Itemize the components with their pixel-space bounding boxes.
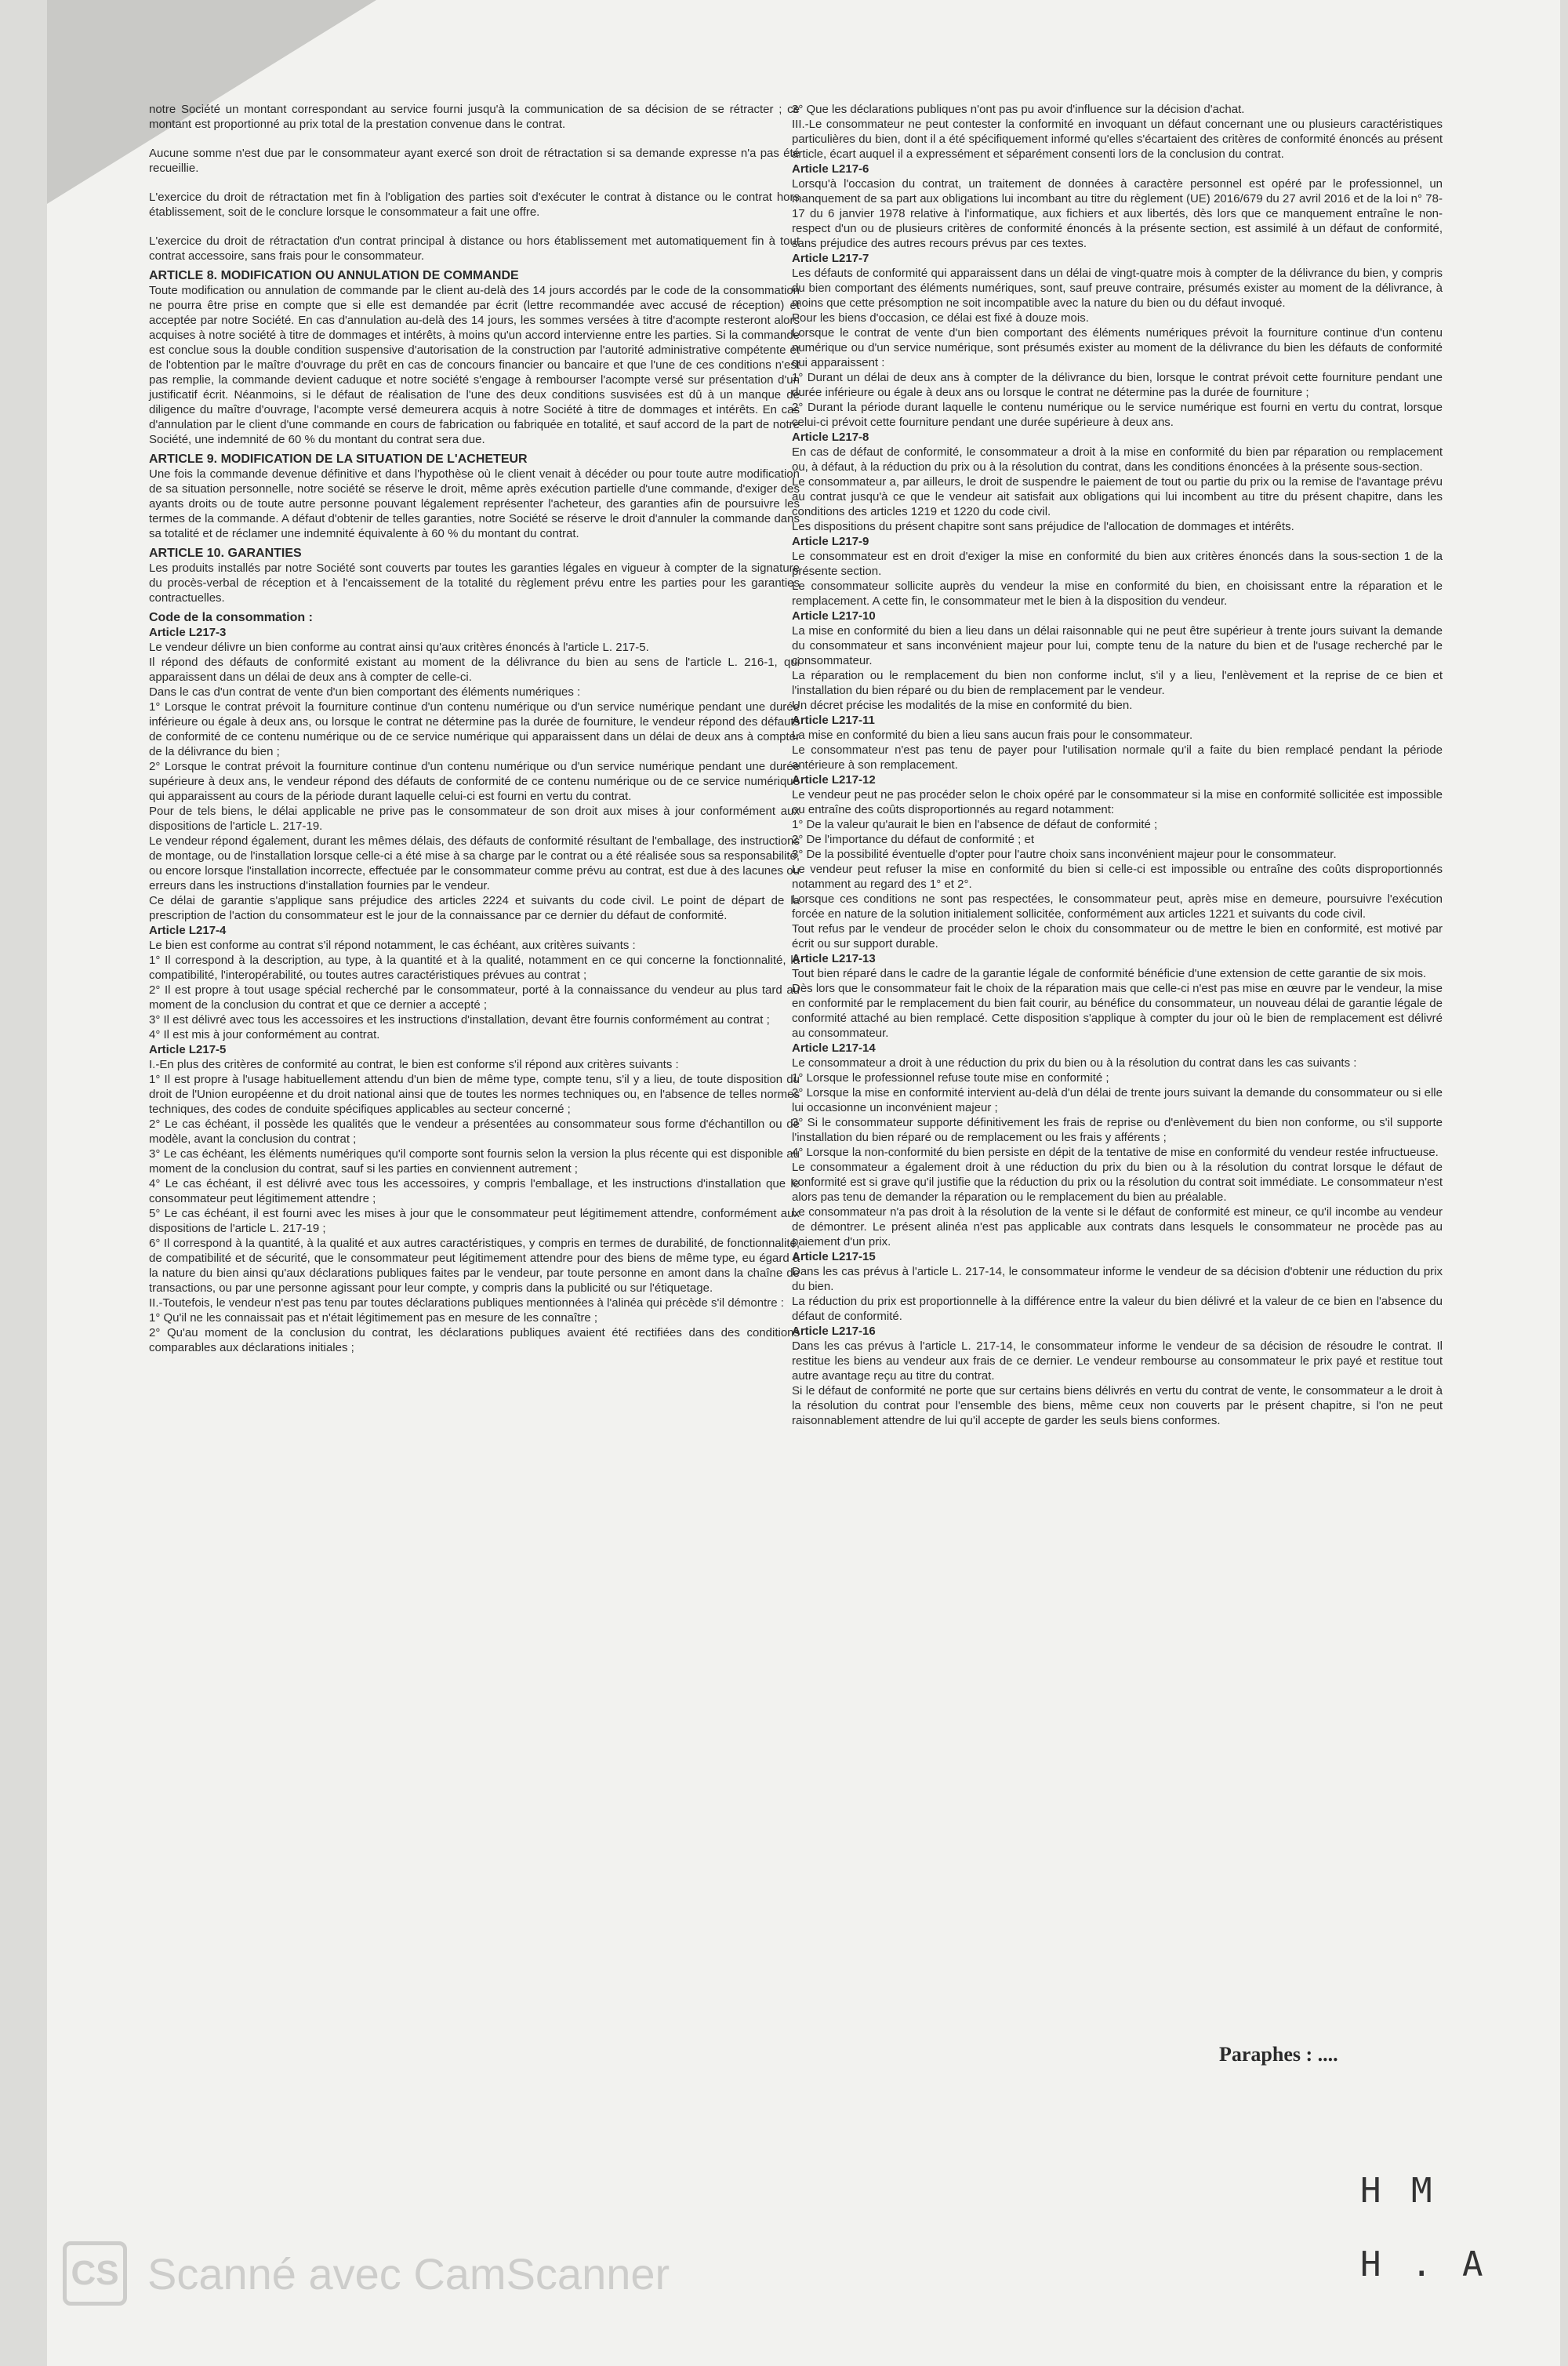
article-l217-3-line: Dans le cas d'un contrat de vente d'un bien comportant des éléments numériques : bbox=[149, 685, 581, 699]
article-l217-4-line: 1° Il correspond à la description, au type, à la quantité et à la qualité, notamment en ce qui concerne la fonctionnalité, la compatibilité, l'interopérabilité, ou toutes autres caractéristiques prévues au contrat ; bbox=[149, 954, 800, 982]
article-l217-3-line: Ce délai de garantie s'applique sans préjudice des articles 2224 et suivants du code civil. Le point de départ de la prescription de l'action du consommateur est le jour de la connaissance par ce dernier du défaut de conformité. bbox=[149, 894, 800, 922]
article-l217-3-line: 2° Lorsque le contrat prévoit la fourniture continue d'un contenu numérique ou d'un service numérique pendant une durée supérieure à deux ans, le vendeur répond des défauts de conformité de ce contenu numérique ou de ce service numérique qui apparaissent au cours de la période durant laquelle celui-ci est fourni en vertu du contrat. bbox=[149, 760, 800, 803]
article-l217-10-line: La réparation ou le remplacement du bien non conforme inclut, s'il y a lieu, l'enlèvement et la reprise de ce bien et l'installation du bien réparé ou du bien de remplacement par le vendeur. bbox=[792, 669, 1443, 697]
article-l217-12-line: Tout refus par le vendeur de procéder selon le choix du consommateur ou de mettre le bien en conformité, est motivé par écrit ou sur support durable. bbox=[792, 922, 1443, 950]
article-l217-14-line: 4° Lorsque la non-conformité du bien persiste en dépit de la tentative de mise en conformité du vendeur restée infructueuse. bbox=[792, 1146, 1439, 1159]
article-l217-12-line: 3° De la possibilité éventuelle d'opter pour l'autre choix sans inconvénient majeur pour le consommateur. bbox=[792, 848, 1337, 861]
article-l217-11-title: Article L217-11 bbox=[792, 714, 875, 727]
article-l217-14-line: 2° Lorsque la mise en conformité intervient au-delà d'un délai de trente jours suivant la demande du consommateur ou si elle lui occasionne un inconvénient majeur ; bbox=[792, 1086, 1443, 1114]
article-l217-6-title: Article L217-6 bbox=[792, 162, 869, 176]
article-8-text: Toute modification ou annulation de commande par le client au-delà des 14 jours accordés par le code de la consommation ne pourra être prise en compte que si elle est demandée par écrit (lettre recommandée avec accusé de réception) et acceptée par notre Société. En cas d'annulation au-delà des 14 jours, les sommes versées à titre d'acompte resteront alors acquises à notre société à titre de dommages et intérêts, à moins qu'un accord intervienne entre les parties. Si la commande est conclue sous la double condition suspensive d'autorisation de la construction par l'autorité administrative compétente et de l'obtention par le maître d'ouvrage du prêt en cas de concours financier ou bancaire et que l'une de ces conditions n'est pas remplie, la commande devient caduque et notre société s'engage à rembourser l'acompte versé sur présentation d'un justificatif écrit. Néanmoins, si le défaut de réalisation de l'une des deux conditions susvisées est dû à un manque de diligence du maître d'ouvrage, l'acompte versé demeurera acquis à notre Société à titre de dommages et intérêts. En cas d'annulation par le client d'une commande en cours de fabrication ou fabriquée en totalité, et sauf accord de la part de notre Société, une indemnité de 60 % du montant du contrat sera due. bbox=[149, 284, 800, 446]
article-l217-4-title: Article L217-4 bbox=[149, 924, 227, 937]
paraphes-label: Paraphes : .... bbox=[1219, 2043, 1338, 2066]
article-l217-12-title: Article L217-12 bbox=[792, 773, 876, 787]
article-l217-7-line: 2° Durant la période durant laquelle le contenu numérique ou le service numérique est fourni en vertu du contrat, lorsque celui-ci prévoit cette fourniture pendant une durée supérieure à deux ans. bbox=[792, 401, 1443, 429]
article-l217-14-title: Article L217-14 bbox=[792, 1041, 876, 1055]
article-l217-7-line: Les défauts de conformité qui apparaissent dans un délai de vingt-quatre mois à compter de la délivrance du bien, y compris du bien comportant des éléments numériques, sont, sauf preuve contraire, présumés exister au moment de la délivrance, à moins que cette présomption ne soit incompatible avec la nature du bien ou du défaut invoqué. bbox=[792, 267, 1443, 310]
article-l217-11-line: La mise en conformité du bien a lieu sans aucun frais pour le consommateur. bbox=[792, 729, 1193, 742]
right-column bbox=[792, 102, 1443, 1428]
article-l217-5-line: II.-Toutefois, le vendeur n'est pas tenu par toutes déclarations publiques mentionnées à l'alinéa qui précède s'il démontre : bbox=[149, 1296, 784, 1310]
article-l217-7-line: Pour les biens d'occasion, ce délai est fixé à douze mois. bbox=[792, 311, 1089, 325]
article-l217-14-line: Le consommateur a également droit à une réduction du prix du bien ou à la résolution du contrat lorsque le défaut de conformité est si grave qu'il justifie que la réduction du prix ou la résolution du contrat soit immédiate. Le consommateur n'est alors pas tenu de demander la réparation ou le remplacement du bien au préalable. bbox=[792, 1161, 1443, 1204]
article-l217-14-line: 1° Lorsque le professionnel refuse toute mise en conformité ; bbox=[792, 1071, 1109, 1085]
camscanner-watermark bbox=[63, 2241, 670, 2306]
article-l217-12-line: 1° De la valeur qu'aurait le bien en l'absence de défaut de conformité ; bbox=[792, 818, 1158, 831]
article-l217-4-line: 3° Il est délivré avec tous les accessoires et les instructions d'installation, devant être fournis conformément au contrat ; bbox=[149, 1013, 770, 1027]
article-l217-7-title: Article L217-7 bbox=[792, 252, 869, 265]
article-l217-4-line: 2° Il est propre à tout usage spécial recherché par le consommateur, porté à la connaissance du vendeur au plus tard au moment de la conclusion du contrat et que ce dernier a accepté ; bbox=[149, 983, 800, 1012]
article-l217-13-line: Dès lors que le consommateur fait le choix de la réparation mais que celle-ci n'est pas mise en œuvre par le vendeur, la mise en conformité par le remplacement du bien fait courir, au bénéfice du consommateur, un nouveau délai de garantie légale de conformité attaché au bien remplacé. Cette disposition s'applique à compter du jour où le bien de remplacement est délivré au consommateur. bbox=[792, 982, 1443, 1040]
article-l217-11-line: Le consommateur n'est pas tenu de payer pour l'utilisation normale qu'il a faite du bien remplacé pendant la période antérieure à son remplacement. bbox=[792, 743, 1443, 772]
article-8-title: ARTICLE 8. MODIFICATION OU ANNULATION DE COMMANDE bbox=[149, 269, 519, 282]
article-l217-5-line: I.-En plus des critères de conformité au contrat, le bien est conforme s'il répond aux critères suivants : bbox=[149, 1058, 679, 1071]
article-10-title: ARTICLE 10. GARANTIES bbox=[149, 547, 302, 560]
article-10-text: Les produits installés par notre Société sont couverts par toutes les garanties légales en vigueur à compter de la signature du procès-verbal de réception et à l'encaissement de la totalité du règlement prévu entre les parties pour les garanties contractuelles. bbox=[149, 562, 800, 605]
article-l217-16-title: Article L217-16 bbox=[792, 1325, 876, 1338]
article-l217-13-title: Article L217-13 bbox=[792, 952, 876, 965]
intro-paragraph-2: Aucune somme n'est due par le consommateur ayant exercé son droit de rétractation si sa demande expresse n'a pas été recueillie. bbox=[149, 147, 800, 175]
article-9-text: Une fois la commande devenue définitive et dans l'hypothèse où le client venait à décéder ou pour toute autre modification de sa situation personnelle, notre société se réserve le droit, même après exécution partielle d'une commande, d'exiger des ayants droits ou de toute autre personne pouvant légalement représenter l'acheteur, des garanties afin de poursuivre les termes de la commande. A défaut d'obtenir de telles garanties, notre Société se réserve le droit d'annuler la commande dans sa totalité et de réclamer une indemnité équivalente à 60 % du montant du contrat. bbox=[149, 467, 800, 540]
intro-paragraph-1: notre Société un montant correspondant au service fourni jusqu'à la communication de sa décision de se rétracter ; ce montant est proportionné au prix total de la prestation convenue dans le contrat. bbox=[149, 103, 800, 131]
article-l217-12-line: Lorsque ces conditions ne sont pas respectées, le consommateur peut, après mise en demeure, poursuivre l'exécution forcée en nature de la solution initialement sollicitée, conformément aux articles 1221 et suivants du code civil. bbox=[792, 892, 1443, 921]
article-l217-16-line: Dans les cas prévus à l'article L. 217-14, le consommateur informe le vendeur de sa décision de résoudre le contrat. Il restitue les biens au vendeur aux frais de ce dernier. Le vendeur rembourse au consommateur le prix payé et restitue tout autre avantage reçu au titre du contrat. bbox=[792, 1339, 1443, 1383]
article-l217-7-line: 1° Durant un délai de deux ans à compter de la délivrance du bien, lorsque le contrat prévoit cette fourniture pendant une durée inférieure ou égale à deux ans ou lorsque le contrat ne détermine pas la durée de fourniture ; bbox=[792, 371, 1443, 399]
article-l217-3-line: 1° Lorsque le contrat prévoit la fourniture continue d'un contenu numérique ou d'un service numérique pendant une durée inférieure ou égale à deux ans, ou lorsque le contrat ne détermine pas la durée de fourniture, le vendeur répond des défauts de conformité de ce contenu numérique ou de ce service numérique qui apparaissent dans un délai de deux ans à compter de la délivrance du bien ; bbox=[149, 700, 800, 758]
article-l217-3-title: Article L217-3 bbox=[149, 626, 227, 639]
article-l217-5-line: 6° Il correspond à la quantité, à la qualité et aux autres caractéristiques, y compris en termes de durabilité, de fonctionnalité, de compatibilité et de sécurité, que le consommateur peut légitimement attendre pour des biens de même type, eu égard à la nature du bien ainsi qu'aux déclarations publiques faites par le vendeur, par toute personne en amont dans la chaîne de transactions, ou par une personne agissant pour leur compte, y compris dans la publicité ou sur l'étiquetage. bbox=[149, 1237, 800, 1295]
article-l217-3-line: Pour de tels biens, le délai applicable ne prive pas le consommateur de son droit aux mises à jour conformément aux dispositions de l'article L. 217-19. bbox=[149, 805, 800, 833]
article-l217-9-title: Article L217-9 bbox=[792, 535, 869, 548]
right-intro-line: III.-Le consommateur ne peut contester la conformité en invoquant un défaut concernant une ou plusieurs caractéristiques particulières du bien, dont il a été spécifiquement informé qu'elles s'écartaient des critères de conformité énoncés au présent article, écart auquel il a expressément et séparément consenti lors de la conclusion du contrat. bbox=[792, 118, 1443, 161]
article-l217-9-line: Le consommateur est en droit d'exiger la mise en conformité du bien aux critères énoncés dans la sous-section 1 de la présente section. bbox=[792, 550, 1443, 578]
left-column bbox=[149, 102, 800, 1355]
article-l217-4-line: 4° Il est mis à jour conformément au contrat. bbox=[149, 1028, 380, 1041]
article-l217-9-line: Le consommateur sollicite auprès du vendeur la mise en conformité du bien, en choisissant entre la réparation et le remplacement. A cette fin, le consommateur met le bien à la disposition du vendeur. bbox=[792, 580, 1443, 608]
watermark-text: Scanné avec CamScanner bbox=[147, 2248, 670, 2299]
article-l217-10-title: Article L217-10 bbox=[792, 609, 876, 623]
code-consommation-title: Code de la consommation : bbox=[149, 611, 313, 624]
article-l217-15-line: Dans les cas prévus à l'article L. 217-14, le consommateur informe le vendeur de sa décision d'obtenir une réduction du prix du bien. bbox=[792, 1265, 1443, 1293]
article-l217-5-line: 4° Le cas échéant, il est délivré avec tous les accessoires, y compris l'emballage, et les instructions d'installation que le consommateur peut légitimement attendre ; bbox=[149, 1177, 800, 1205]
article-l217-12-line: Le vendeur peut ne pas procéder selon le choix opéré par le consommateur si la mise en conformité sollicitée est impossible ou entraîne des coûts disproportionnés au regard notamment: bbox=[792, 788, 1443, 816]
article-l217-10-line: Un décret précise les modalités de la mise en conformité du bien. bbox=[792, 699, 1133, 712]
article-l217-8-line: Le consommateur a, par ailleurs, le droit de suspendre le paiement de tout ou partie du prix ou la remise de l'avantage prévu au contrat jusqu'à ce que le vendeur ait satisfait aux obligations qui lui incombent au titre du présent chapitre, dans les conditions des articles 1219 et 1220 du code civil. bbox=[792, 475, 1443, 518]
article-l217-3-line: Le vendeur répond également, durant les mêmes délais, des défauts de conformité résultant de l'emballage, des instructions de montage, ou de l'installation lorsque celle-ci a été mise à sa charge par le contrat ou a été réalisée sous sa responsabilité, ou encore lorsque l'installation incorrecte, effectuée par le consommateur comme prévu au contrat, est due à des lacunes ou erreurs dans les instructions d'installation fournies par le vendeur. bbox=[149, 834, 800, 892]
article-l217-8-line: Les dispositions du présent chapitre sont sans préjudice de l'allocation de dommages et intérêts. bbox=[792, 520, 1294, 533]
article-l217-8-title: Article L217-8 bbox=[792, 431, 869, 444]
article-l217-14-line: 3° Si le consommateur supporte définitivement les frais de reprise ou d'enlèvement du bien non conforme, ou s'il supporte l'installation du bien réparé ou de remplacement ou les frais y afférents ; bbox=[792, 1116, 1443, 1144]
article-l217-5-line: 1° Il est propre à l'usage habituellement attendu d'un bien de même type, compte tenu, s'il y a lieu, de toute disposition du droit de l'Union européenne et du droit national ainsi que de toutes les normes techniques ou, en l'absence de telles normes techniques, des codes de conduite spécifiques applicables au secteur concerné ; bbox=[149, 1073, 800, 1116]
article-l217-12-line: Le vendeur peut refuser la mise en conformité du bien si celle-ci est impossible ou entraîne des coûts disproportionnés notamment au regard des 1° et 2°. bbox=[792, 863, 1443, 891]
article-l217-4-line: Le bien est conforme au contrat s'il répond notamment, le cas échéant, aux critères suivants : bbox=[149, 939, 636, 952]
article-l217-14-line: Le consommateur n'a pas droit à la résolution de la vente si le défaut de conformité est mineur, ce qu'il incombe au vendeur de démontrer. Le présent alinéa n'est pas applicable aux contrats dans lesquels le consommateur ne procède pas au paiement d'un prix. bbox=[792, 1205, 1443, 1248]
article-l217-5-line: 2° Le cas échéant, il possède les qualités que le vendeur a présentées au consommateur sous forme d'échantillon ou de modèle, avant la conclusion du contrat ; bbox=[149, 1118, 800, 1146]
article-l217-6-text: Lorsqu'à l'occasion du contrat, un traitement de données à caractère personnel est opéré par le professionnel, un manquement de sa part aux obligations lui incombant au titre du règlement (UE) 2016/679 du 27 avril 2016 et de la loi n° 78-17 du 6 janvier 1978 relative à l'informatique, aux fichiers et aux libertés, dès lors que ce manquement entraîne le non-respect d'un ou de plusieurs critères de conformité énoncés à la présente section, est assimilé à un défaut de conformité, sans préjudice des autres recours prévus par ces textes. bbox=[792, 177, 1443, 250]
handwritten-initials-2: H . A bbox=[1360, 2244, 1488, 2284]
article-l217-16-line: Si le défaut de conformité ne porte que sur certains biens délivrés en vertu du contrat de vente, le consommateur a le droit à la résolution du contrat pour l'ensemble des biens, même ceux non couverts par le présent chapitre, si l'on ne peut raisonnablement attendre de lui qu'il accepte de garder les seuls biens conformes. bbox=[792, 1384, 1443, 1427]
article-l217-12-line: 2° De l'importance du défaut de conformité ; et bbox=[792, 833, 1035, 846]
article-l217-10-line: La mise en conformité du bien a lieu dans un délai raisonnable qui ne peut être supérieur à trente jours suivant la demande du consommateur et sans inconvénient majeur pour lui, compte tenu de la nature du bien et de l'usage recherché par le consommateur. bbox=[792, 624, 1443, 667]
intro-paragraph-4: L'exercice du droit de rétractation d'un contrat principal à distance ou hors établissement met automatiquement fin à tout contrat accessoire, sans frais pour le consommateur. bbox=[149, 234, 800, 263]
right-intro-line: 3° Que les déclarations publiques n'ont pas pu avoir d'influence sur la décision d'achat. bbox=[792, 103, 1245, 116]
article-l217-5-line: 5° Le cas échéant, il est fourni avec les mises à jour que le consommateur peut légitimement attendre, conformément aux dispositions de l'article L. 217-19 ; bbox=[149, 1207, 800, 1235]
article-l217-15-title: Article L217-15 bbox=[792, 1250, 876, 1263]
article-l217-5-line: 1° Qu'il ne les connaissait pas et n'était légitimement pas en mesure de les connaître ; bbox=[149, 1311, 598, 1325]
article-l217-3-line: Il répond des défauts de conformité existant au moment de la délivrance du bien au sens de l'article L. 216-1, qui apparaissent dans un délai de deux ans à compter de celle-ci. bbox=[149, 656, 800, 684]
article-l217-13-line: Tout bien réparé dans le cadre de la garantie légale de conformité bénéficie d'une extension de cette garantie de six mois. bbox=[792, 967, 1427, 980]
article-l217-8-line: En cas de défaut de conformité, le consommateur a droit à la mise en conformité du bien par réparation ou remplacement ou, à défaut, à la réduction du prix ou à la résolution du contrat, dans les conditions énoncées à la présente sous-section. bbox=[792, 445, 1443, 474]
article-l217-5-line: 3° Le cas échéant, les éléments numériques qu'il comporte sont fournis selon la version la plus récente qui est disponible au moment de la conclusion du contrat, sauf si les parties en conviennent autrement ; bbox=[149, 1147, 800, 1176]
article-l217-5-line: 2° Qu'au moment de la conclusion du contrat, les déclarations publiques avaient été rectifiées dans des conditions comparables aux déclarations initiales ; bbox=[149, 1326, 800, 1354]
camscanner-logo-icon: CS bbox=[63, 2241, 127, 2306]
article-l217-14-line: Le consommateur a droit à une réduction du prix du bien ou à la résolution du contrat dans les cas suivants : bbox=[792, 1056, 1357, 1070]
article-l217-3-line: Le vendeur délivre un bien conforme au contrat ainsi qu'aux critères énoncés à l'article L. 217-5. bbox=[149, 641, 649, 654]
article-l217-5-title: Article L217-5 bbox=[149, 1043, 227, 1056]
intro-paragraph-3: L'exercice du droit de rétractation met fin à l'obligation des parties soit d'exécuter le contrat à distance ou le contrat hors établissement, soit de le conclure lorsque le consommateur a fait une offre. bbox=[149, 191, 800, 219]
document-page bbox=[47, 0, 1560, 2366]
article-l217-15-line: La réduction du prix est proportionnelle à la différence entre la valeur du bien délivré et la valeur de ce bien en l'absence du défaut de conformité. bbox=[792, 1295, 1443, 1323]
handwritten-initials-1: H M bbox=[1360, 2171, 1437, 2211]
article-l217-7-line: Lorsque le contrat de vente d'un bien comportant des éléments numériques prévoit la fourniture continue d'un contenu numérique ou d'un service numérique, sont présumés exister au moment de la délivrance du bien les défauts de conformité qui apparaissent : bbox=[792, 326, 1443, 369]
article-9-title: ARTICLE 9. MODIFICATION DE LA SITUATION DE L'ACHETEUR bbox=[149, 452, 528, 466]
